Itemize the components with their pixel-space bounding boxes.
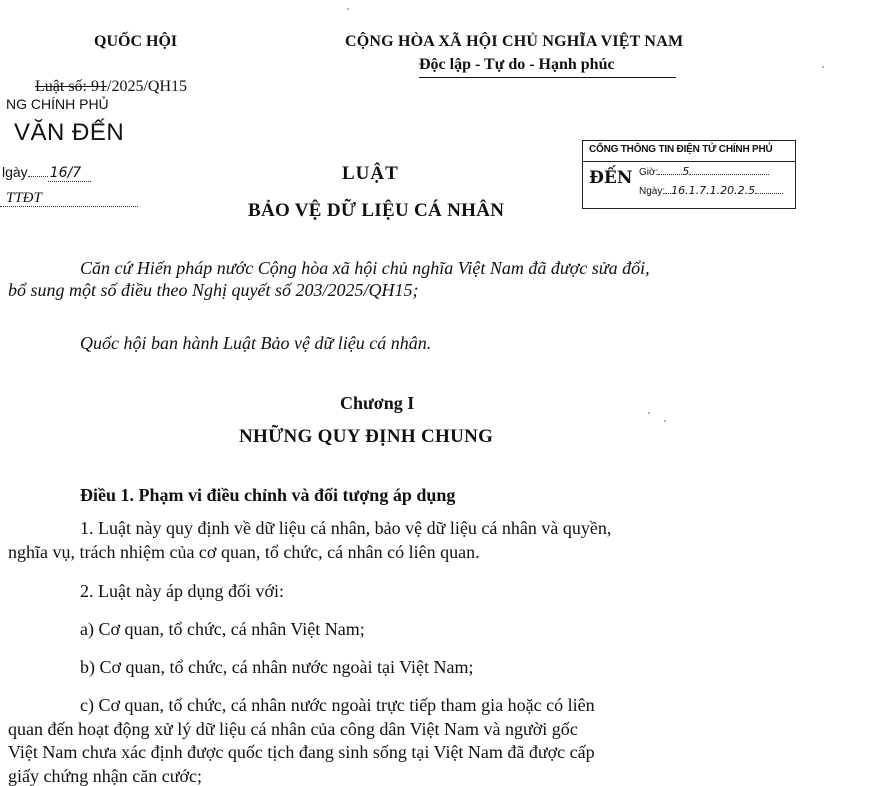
- stamp-right-date: [639, 184, 783, 197]
- stamp-right-time-value: 5: [682, 165, 690, 178]
- point-b: b) Cơ quan, tổ chức, cá nhân nước ngoài tại Việt Nam;: [80, 657, 474, 677]
- stamp-right-time: [639, 165, 769, 178]
- stamp-left-title: VĂN ĐẾN: [14, 119, 125, 146]
- document-title: BẢO VỆ DỮ LIỆU CÁ NHÂN: [248, 200, 505, 221]
- law-number: [35, 78, 187, 96]
- scan-speck: [347, 8, 349, 10]
- motto-underline: [419, 77, 676, 78]
- point-c-line-2: quan đến hoạt động xử lý dữ liệu cá nhân của công dân Việt Nam và người gốc: [8, 719, 578, 739]
- point-c-line-4: giấy chứng nhận căn cước;: [8, 766, 202, 786]
- scan-speck: [822, 66, 824, 68]
- point-c-line-1: c) Cơ quan, tổ chức, cá nhân nước ngoài trực tiếp tham gia hoặc có liên: [80, 695, 595, 715]
- stamp-right-date-value: 16.1.7.1.20.2.5: [671, 184, 756, 197]
- motto: Độc lập - Tự do - Hạnh phúc: [419, 56, 615, 73]
- clause-1-line-2: nghĩa vụ, trách nhiệm của cơ quan, tổ chức, cá nhân có liên quan.: [8, 542, 480, 562]
- clause-2: 2. Luật này áp dụng đối với:: [80, 581, 284, 601]
- stamp-right-box: [582, 140, 796, 209]
- law-number-prefix: Luật số: 91: [35, 78, 107, 95]
- stamp-left-date-value: 16/7: [48, 165, 91, 182]
- chapter-label: Chương I: [340, 393, 415, 413]
- preamble-line-3: Quốc hội ban hành Luật Bảo vệ dữ liệu cá nhân.: [80, 333, 432, 353]
- article-title: Điều 1. Phạm vi điều chỉnh và đối tượng áp dụng: [80, 485, 456, 505]
- country-name: CỘNG HÒA XÃ HỘI CHỦ NGHĨA VIỆT NAM: [345, 33, 684, 50]
- stamp-right-time-label: Giờ:: [639, 167, 659, 178]
- stamp-right-date-label: Ngày:: [639, 186, 666, 197]
- chapter-title: NHỮNG QUY ĐỊNH CHUNG: [239, 426, 494, 447]
- preamble-line-2: bổ sung một số điều theo Nghị quyết số 203/2025/QH15;: [8, 280, 419, 300]
- stamp-left-date: [2, 164, 91, 182]
- issuer-name: QUỐC HỘI: [94, 33, 178, 50]
- preamble-line-1: Căn cứ Hiến pháp nước Cộng hòa xã hội chủ nghĩa Việt Nam đã được sửa đổi,: [80, 258, 650, 278]
- stamp-left-org: NG CHÍNH PHỦ: [6, 96, 109, 112]
- stamp-right-divider: [583, 161, 795, 162]
- scan-speck: [648, 412, 650, 414]
- stamp-right-den: ĐẾN: [589, 168, 633, 188]
- stamp-left-signature: TTĐT: [6, 190, 42, 206]
- stamp-left-date-label: lgày: [2, 164, 28, 180]
- document-type: LUẬT: [342, 163, 399, 184]
- point-c-line-3: Việt Nam chưa xác định được quốc tịch đang sinh sống tại Việt Nam đã được cấp: [8, 742, 595, 762]
- law-number-suffix: /2025/QH15: [107, 78, 187, 95]
- point-a: a) Cơ quan, tổ chức, cá nhân Việt Nam;: [80, 619, 365, 639]
- clause-1-line-1: 1. Luật này quy định về dữ liệu cá nhân, bảo vệ dữ liệu cá nhân và quyền,: [80, 518, 612, 538]
- scan-speck: [664, 420, 666, 422]
- stamp-right-org: CỔNG THÔNG TIN ĐIỆN TỬ CHÍNH PHỦ: [589, 144, 773, 155]
- stamp-left-signature-line: [0, 206, 138, 207]
